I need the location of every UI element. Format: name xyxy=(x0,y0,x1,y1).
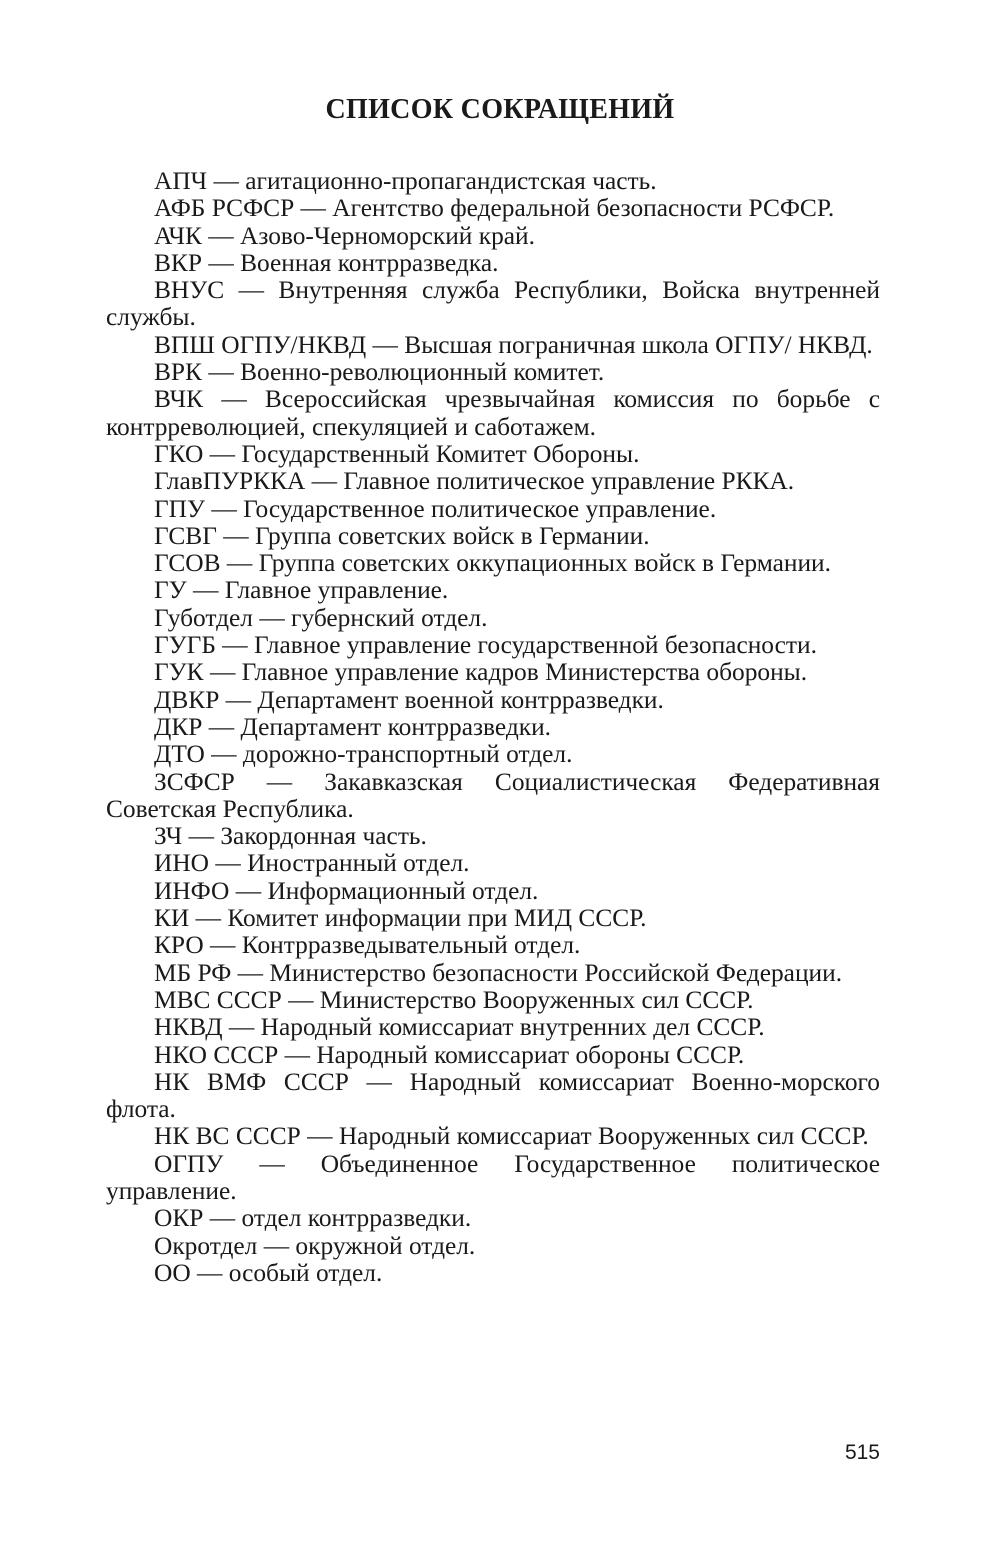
list-item: Окротдел — окружной отдел. xyxy=(154,1231,476,1260)
list-item: НКО СССР — Народный комиссариат обороны СССР. xyxy=(154,1040,745,1069)
list-item: Губотдел — губернский отдел. xyxy=(154,603,488,632)
list-item: МВС СССР — Министерство Вооруженных сил СССР. xyxy=(154,985,754,1014)
page-number: 515 xyxy=(844,1441,880,1464)
list-item: ОГПУ — Объединенное Государственное политическое управление. xyxy=(106,1149,880,1205)
page-title: СПИСОК СОКРАЩЕНИЙ xyxy=(325,94,675,125)
list-item: НК ВМФ СССР — Народный комиссариат Военно-морского флота. xyxy=(106,1067,880,1124)
list-item: ДКР — Департамент контрразведки. xyxy=(154,712,552,741)
list-item: ОО — особый отдел. xyxy=(154,1258,383,1287)
list-item: ГлавПУРККА — Главное политическое управление РККА. xyxy=(154,467,795,496)
list-item: ВЧК — Всероссийская чрезвычайная комиссия по борьбе с контрреволюцией, спекуляцией и саботажем. xyxy=(106,385,880,441)
abbreviation-list xyxy=(106,168,880,1287)
list-item: ГСОВ — Группа советских оккупационных войск в Германии. xyxy=(154,549,831,578)
list-item: ЗСФСР — Закавказская Социалистическая Федеративная Советская Республика. xyxy=(106,767,880,823)
list-item: ЗЧ — Закордонная часть. xyxy=(154,822,427,851)
list-item: ГУК — Главное управление кадров Министерства обороны. xyxy=(154,658,808,687)
list-item: ВНУС — Внутренняя служба Республики, Войска внутренней службы. xyxy=(106,276,880,332)
list-item: ГКО — Государственный Комитет Обороны. xyxy=(154,439,640,468)
list-item: МБ РФ — Министерство безопасности Российской Федерации. xyxy=(154,958,843,987)
list-item: ВКР — Военная контрразведка. xyxy=(154,248,499,277)
list-item: КРО — Контрразведывательный отдел. xyxy=(154,931,581,960)
list-item: КИ — Комитет информации при МИД СССР. xyxy=(154,904,647,933)
list-item: ГСВГ — Группа советских войск в Германии. xyxy=(154,521,650,550)
list-item: ИНФО — Информационный отдел. xyxy=(154,876,539,905)
list-item: ВРК — Военно-революционный комитет. xyxy=(154,358,605,387)
list-item: ВПШ ОГПУ/НКВД — Высшая пограничная школа ОГПУ/ НКВД. xyxy=(154,330,873,359)
list-item: ДВКР — Департамент военной контрразведки. xyxy=(154,685,664,714)
list-item: ГПУ — Государственное политическое управление. xyxy=(154,494,717,523)
list-item: ОКР — отдел контрразведки. xyxy=(154,1204,472,1233)
list-item: АЧК — Азово-Черноморский край. xyxy=(154,221,535,250)
list-item: ИНО — Иностранный отдел. xyxy=(154,849,470,878)
list-item: НКВД — Народный комиссариат внутренних дел СССР. xyxy=(154,1013,765,1042)
list-item: НК ВС СССР — Народный комиссариат Вооруженных сил СССР. xyxy=(154,1122,869,1151)
list-item: ГУ — Главное управление. xyxy=(154,576,449,605)
list-item: ДТО — дорожно-транспортный отдел. xyxy=(154,740,573,769)
list-item: АФБ РСФСР — Агентство федеральной безопасности РСФСР. xyxy=(154,194,835,223)
list-item: АПЧ — агитационно-пропагандистская часть. xyxy=(154,167,657,195)
list-item: ГУГБ — Главное управление государственной безопасности. xyxy=(154,631,817,660)
